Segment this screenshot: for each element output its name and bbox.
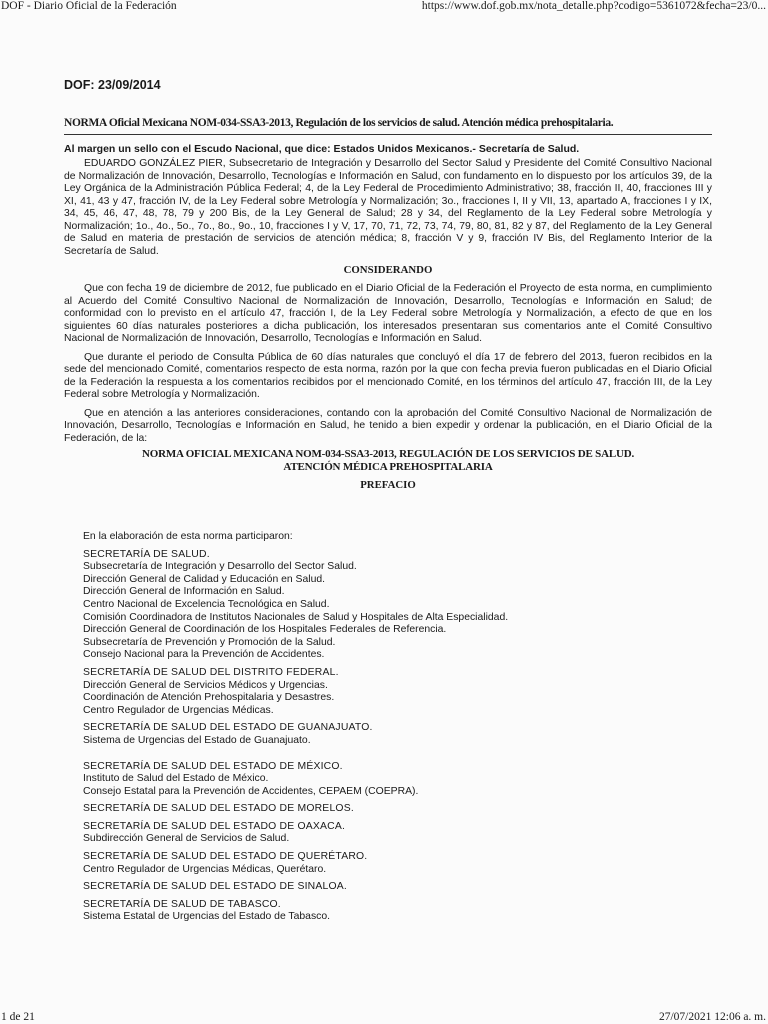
print-header-url: https://www.dof.gob.mx/nota_detalle.php?codigo=5361072&fecha=23/0...	[421, 0, 766, 12]
participants-groups	[83, 549, 683, 924]
intro-paragraph: EDUARDO GONZÁLEZ PIER, Subsecretario de Integración y Desarrollo del Sector Salud y Presidente del Comité Consultivo Nacional de Normalización de Innovación, Desarrollo, Tecnologías e Información en Salud, con fundamento en lo dispuesto por los artículos 39, de la Ley Orgánica de la Administración Pública Federal; 4, de la Ley Federal de Procedimiento Administrativo; 38, fracción II, 40, fracciones III y XI, 41, 43 y 47, fracción IV, de la Ley Federal sobre Metrología y Normalización; 3o., fracciones I, II y VII, 13, apartado A, fracciones I y IX, 34, 45, 46, 47, 48, 78, 79 y 200 Bis, de la Ley General de Salud; 28 y 34, del Reglamento de la Ley Federal sobre Metrología y Normalización; 1o., 4o., 5o., 7o., 8o., 9o., 10, fracciones I y V, 17, 70, 71, 72, 73, 74, 79, 80, 81, 82 y 87, del Reglamento de la Ley General de Salud en materia de prestación de servicios de atención médica; 8, fracción V y 9, fracción IV Bis, del Reglamento Interior de la Secretaría de Salud.	[64, 158, 712, 257]
participant-group-header: SECRETARÍA DE SALUD DEL ESTADO DE MORELOS.	[83, 803, 354, 815]
participant-item: Instituto de Salud del Estado de México.	[83, 773, 269, 785]
page-number: 1 de 21	[1, 1011, 35, 1023]
norm-heading	[64, 448, 712, 474]
participant-group-header: SECRETARÍA DE SALUD DEL DISTRITO FEDERAL.	[83, 666, 339, 678]
participants-list	[83, 531, 683, 929]
norm-heading-line-1: NORMA OFICIAL MEXICANA NOM-034-SSA3-2013, REGULACIÓN DE LOS SERVICIOS DE SALUD.	[141, 448, 634, 460]
norm-heading-line-2: ATENCIÓN MÉDICA PREHOSPITALARIA	[283, 461, 493, 473]
participant-item: Subsecretaría de Prevención y Promoción de la Salud.	[83, 636, 336, 648]
participant-group	[83, 821, 683, 846]
participant-item: Subdirección General de Servicios de Salud.	[83, 833, 290, 845]
participants-intro: En la elaboración de esta norma participaron:	[83, 531, 293, 542]
participant-group	[83, 549, 683, 662]
participant-item: Sistema Estatal de Urgencias del Estado de Tabasco.	[83, 911, 331, 923]
title-divider	[64, 134, 712, 135]
body-text	[64, 158, 712, 498]
participant-item: Dirección General de Servicios Médicos y Urgencias.	[83, 679, 328, 691]
print-footer	[0, 1011, 768, 1024]
participant-item: Sistema de Urgencias del Estado de Guanajuato.	[83, 734, 311, 746]
participant-group	[83, 899, 683, 924]
participant-item: Comisión Coordinadora de Institutos Nacionales de Salud y Hospitales de Alta Especialidad.	[83, 611, 509, 623]
participant-group	[83, 851, 683, 876]
print-datetime: 27/07/2021 12:06 a. m.	[658, 1011, 766, 1023]
participant-group-header: SECRETARÍA DE SALUD DEL ESTADO DE MÉXICO.	[83, 760, 343, 772]
considerando-heading: CONSIDERANDO	[343, 264, 433, 276]
participant-item: Centro Nacional de Excelencia Tecnológica en Salud.	[83, 598, 330, 610]
participant-item: Dirección General de Información en Salud.	[83, 586, 285, 598]
participant-item: Centro Regulador de Urgencias Médicas, Querétaro.	[83, 863, 327, 875]
participant-group	[83, 803, 683, 816]
participant-group	[83, 881, 683, 894]
margin-seal-line: Al margen un sello con el Escudo Nacional, que dice: Estados Unidos Mexicanos.- Secretaría de Salud.	[64, 143, 580, 155]
participant-item: Subsecretaría de Integración y Desarrollo del Sector Salud.	[83, 561, 357, 573]
participant-group-header: SECRETARÍA DE SALUD DEL ESTADO DE QUERÉTARO.	[83, 851, 368, 863]
dof-date: DOF: 23/09/2014	[64, 78, 161, 92]
participant-item: Consejo Estatal para la Prevención de Accidentes, CEPAEM (COEPRA).	[83, 785, 419, 797]
participant-item: Dirección General de Coordinación de los Hospitales Federales de Referencia.	[83, 624, 447, 636]
participant-item: Centro Regulador de Urgencias Médicas.	[83, 704, 274, 716]
participant-group-header: SECRETARÍA DE SALUD DEL ESTADO DE SINALOA.	[83, 881, 347, 893]
participant-group	[83, 667, 683, 717]
participant-group-header: SECRETARÍA DE SALUD.	[83, 548, 210, 560]
prefacio-heading: PREFACIO	[360, 479, 416, 491]
print-header	[0, 0, 768, 14]
participant-item: Dirección General de Calidad y Educación en Salud.	[83, 573, 326, 585]
participant-group-header: SECRETARÍA DE SALUD DEL ESTADO DE OAXACA.	[83, 820, 346, 832]
norm-title: NORMA Oficial Mexicana NOM-034-SSA3-2013, Regulación de los servicios de salud. Atención médica prehospitalaria.	[64, 117, 614, 129]
print-header-title: DOF - Diario Oficial de la Federación	[1, 0, 177, 12]
considerando-paragraph-2: Que durante el periodo de Consulta Pública de 60 días naturales que concluyó el día 17 de febrero del 2013, fueron recibidos en la sede del mencionado Comité, comentarios respecto de esta norma, razón por la que con fecha previa fueron publicadas en el Diario Oficial de la Federación la respuesta a los comentarios recibidos por el mencionado Comité, en los términos del artículo 47, fracción III, de la Ley Federal sobre Metrología y Normalización.	[64, 351, 712, 400]
participant-group	[83, 722, 683, 747]
participant-item: Coordinación de Atención Prehospitalaria y Desastres.	[83, 692, 335, 704]
considerando-paragraph-3: Que en atención a las anteriores consideraciones, contando con la aprobación del Comité Consultivo Nacional de Normalización de Innovación, Desarrollo, Tecnologías e Información en Salud, he tenido a bien expedir y ordenar la publicación, en el Diario Oficial de la Federación, de la:	[64, 407, 712, 444]
considerando-paragraph-1: Que con fecha 19 de diciembre de 2012, fue publicado en el Diario Oficial de la Federación el Proyecto de esta norma, en cumplimiento al Acuerdo del Comité Consultivo Nacional de Normalización de Innovación, Desarrollo, Tecnologías e Información en Salud; de conformidad con lo previsto en el artículo 47, fracción I, de la Ley Federal sobre Metrología y Normalización, a efecto de que en los siguientes 60 días naturales posteriores a dicha publicación, los interesados presentaran sus comentarios ante el Comité Consultivo Nacional de Normalización de Innovación, Desarrollo, Tecnologías e Información en Salud.	[64, 283, 712, 344]
participant-group-header: SECRETARÍA DE SALUD DEL ESTADO DE GUANAJUATO.	[83, 722, 373, 734]
participant-group	[83, 761, 683, 799]
participant-item: Consejo Nacional para la Prevención de Accidentes.	[83, 649, 325, 661]
participant-group-header: SECRETARÍA DE SALUD DE TABASCO.	[83, 898, 281, 910]
